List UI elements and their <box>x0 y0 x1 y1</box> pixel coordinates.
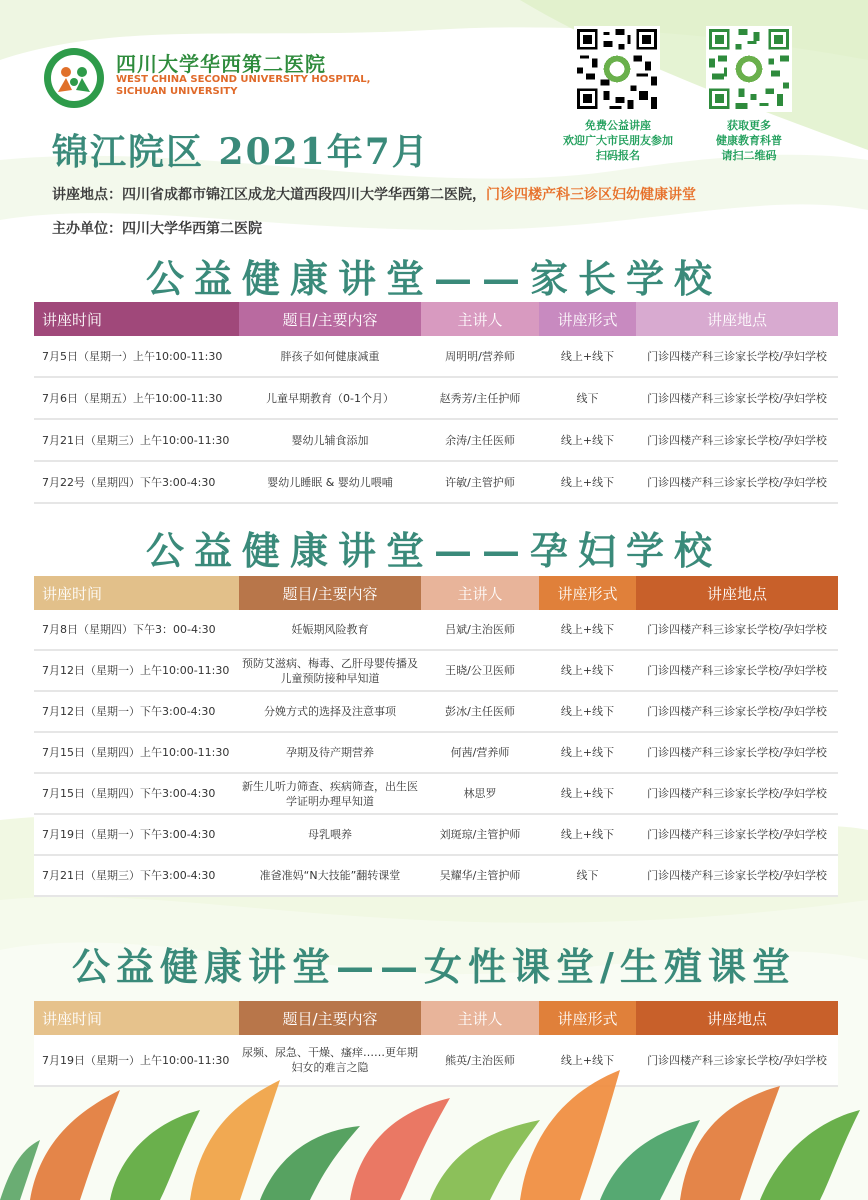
lecture-speaker: 余涛/主任医师 <box>445 433 515 447</box>
qr-signup-caption-line1: 免费公益讲座 <box>585 119 651 132</box>
campus-title: 锦江院区 2021年7月 <box>52 131 430 173</box>
qr-health-caption <box>690 118 808 163</box>
lecture-topic: 妊娠期风险教育 <box>291 623 369 636</box>
lecture-place: 门诊四楼产科三诊家长学校/孕妇学校 <box>647 705 827 718</box>
qr-health-caption-line2: 健康教育科普 <box>716 134 782 147</box>
lecture-place: 门诊四楼产科三诊家长学校/孕妇学校 <box>647 1053 827 1067</box>
table-row <box>34 733 838 774</box>
lecture-format: 线下 <box>576 869 599 882</box>
column-header-lecture-time: 讲座时间 <box>34 1001 239 1035</box>
qr-signup-caption <box>552 118 684 163</box>
lecture-time: 7月22号（星期四）下午3:00-4:30 <box>42 475 216 489</box>
column-header-lecture-format: 讲座形式 <box>539 576 636 610</box>
lecture-speaker: 林思罗 <box>463 787 497 800</box>
lecture-place: 门诊四楼产科三诊家长学校/孕妇学校 <box>647 349 827 363</box>
table-row <box>34 378 838 420</box>
lecture-time: 7月15日（星期四）下午3:00-4:30 <box>42 787 216 800</box>
lecture-format: 线上+线下 <box>560 705 615 718</box>
table-header <box>34 1001 838 1035</box>
lecture-speaker: 吕斌/主治医师 <box>445 623 515 636</box>
section-title-women-class: 公益健康讲堂——女性课堂/生殖课堂 <box>72 944 796 989</box>
lecture-topic: 母乳喂养 <box>308 828 352 841</box>
column-header-lecture-place: 讲座地点 <box>636 302 838 336</box>
lecture-time: 7月21日（星期三）下午3:00-4:30 <box>42 869 216 882</box>
lecture-speaker: 何茜/营养师 <box>450 746 510 759</box>
table-row <box>34 462 838 504</box>
lecture-time: 7月21日（星期三）上午10:00-11:30 <box>42 433 230 447</box>
lecture-place: 门诊四楼产科三诊家长学校/孕妇学校 <box>647 623 827 636</box>
lecture-topic: 准爸准妈“N大技能”翻转课堂 <box>259 869 401 882</box>
lecture-topic: 尿频、尿急、干燥、瘙痒……更年期妇女的难言之隐 <box>242 1046 418 1074</box>
lecture-format: 线上+线下 <box>560 746 615 759</box>
column-header-lecture-place: 讲座地点 <box>636 576 838 610</box>
lecture-topic: 胖孩子如何健康减重 <box>280 349 380 363</box>
table-row <box>34 420 838 462</box>
lecture-place: 门诊四楼产科三诊家长学校/孕妇学校 <box>647 664 827 677</box>
qr-code-health-education-icon[interactable] <box>706 26 792 112</box>
lecture-format: 线上+线下 <box>560 828 615 841</box>
column-header-lecture-topic: 题目/主要内容 <box>239 1001 421 1035</box>
location-info <box>52 184 696 204</box>
lecture-speaker: 彭冰/主任医师 <box>445 705 515 718</box>
column-header-lecture-time: 讲座时间 <box>34 576 239 610</box>
column-header-lecture-topic: 题目/主要内容 <box>239 576 421 610</box>
lecture-time: 7月12日（星期一）上午10:00-11:30 <box>42 664 230 677</box>
lecture-time: 7月12日（星期一）下午3:00-4:30 <box>42 705 216 718</box>
lecture-format: 线上+线下 <box>560 475 615 489</box>
table-header <box>34 576 838 610</box>
lecture-time: 7月19日（星期一）上午10:00-11:30 <box>42 1053 230 1067</box>
table-row <box>34 336 838 378</box>
lecture-speaker: 许敏/主管护师 <box>445 475 515 489</box>
lecture-place: 门诊四楼产科三诊家长学校/孕妇学校 <box>647 869 827 882</box>
lecture-topic: 预防艾滋病、梅毒、乙肝母婴传播及儿童预防接种早知道 <box>242 656 418 685</box>
organizer-label: 主办单位： <box>52 221 122 237</box>
column-header-lecture-format: 讲座形式 <box>539 302 636 336</box>
table-pregnancy-school <box>34 576 838 897</box>
lecture-place: 门诊四楼产科三诊家长学校/孕妇学校 <box>647 828 827 841</box>
table-row <box>34 774 838 815</box>
location-highlight: 门诊四楼产科三诊区妇幼健康讲堂 <box>486 187 696 203</box>
section-title-parent-school: 公益健康讲堂——家长学校 <box>145 256 722 301</box>
lecture-topic: 孕期及待产期营养 <box>286 746 374 759</box>
lecture-format: 线上+线下 <box>560 349 615 363</box>
lecture-place: 门诊四楼产科三诊家长学校/孕妇学校 <box>647 746 827 759</box>
table-row <box>34 815 838 856</box>
qr-health-caption-line1: 获取更多 <box>727 119 771 132</box>
qr-signup-caption-line2: 欢迎广大市民朋友参加 <box>563 134 673 147</box>
lecture-topic: 婴幼儿辅食添加 <box>291 433 369 447</box>
hospital-name-cn: 四川大学华西第二医院 <box>116 52 326 76</box>
lecture-speaker: 王晓/公卫医师 <box>445 664 515 677</box>
lecture-format: 线上+线下 <box>560 623 615 636</box>
lecture-speaker: 刘斑琼/主管护师 <box>439 828 521 841</box>
lecture-time: 7月19日（星期一）下午3:00-4:30 <box>42 828 216 841</box>
column-header-lecture-speaker: 主讲人 <box>421 576 539 610</box>
section-title-pregnancy-school: 公益健康讲堂——孕妇学校 <box>145 528 722 573</box>
table-row <box>34 651 838 692</box>
location-label: 讲座地点： <box>52 187 122 203</box>
table-row <box>34 856 838 897</box>
lecture-speaker: 周明明/营养师 <box>445 349 515 363</box>
lecture-time: 7月6日（星期五）上午10:00-11:30 <box>42 391 223 405</box>
table-header <box>34 302 838 336</box>
lecture-time: 7月5日（星期一）上午10:00-11:30 <box>42 349 223 363</box>
lecture-format: 线下 <box>576 391 599 405</box>
column-header-lecture-speaker: 主讲人 <box>421 1001 539 1035</box>
lecture-place: 门诊四楼产科三诊家长学校/孕妇学校 <box>647 787 827 800</box>
lecture-speaker: 熊英/主治医师 <box>445 1053 515 1067</box>
lecture-topic: 婴幼儿睡眠 & 婴幼儿喂哺 <box>267 475 393 489</box>
qr-health-caption-line3: 请扫二维码 <box>721 149 777 162</box>
column-header-lecture-format: 讲座形式 <box>539 1001 636 1035</box>
hospital-logo-icon <box>42 46 106 110</box>
organizer-info <box>52 218 262 238</box>
lecture-format: 线上+线下 <box>560 664 615 677</box>
leaf-decoration <box>0 1050 868 1200</box>
column-header-lecture-place: 讲座地点 <box>636 1001 838 1035</box>
lecture-place: 门诊四楼产科三诊家长学校/孕妇学校 <box>647 391 827 405</box>
lecture-speaker: 吴耀华/主管护师 <box>439 869 521 882</box>
qr-code-signup-icon[interactable] <box>574 26 660 112</box>
lecture-place: 门诊四楼产科三诊家长学校/孕妇学校 <box>647 433 827 447</box>
table-parent-school <box>34 302 838 504</box>
column-header-lecture-time: 讲座时间 <box>34 302 239 336</box>
location-text: 四川省成都市锦江区成龙大道西段四川大学华西第二医院， <box>122 187 486 203</box>
table-row <box>34 692 838 733</box>
column-header-lecture-topic: 题目/主要内容 <box>239 302 421 336</box>
lecture-topic: 分娩方式的选择及注意事项 <box>264 705 396 718</box>
lecture-time: 7月15日（星期四）上午10:00-11:30 <box>42 746 230 759</box>
column-header-lecture-speaker: 主讲人 <box>421 302 539 336</box>
lecture-topic: 儿童早期教育（0-1个月） <box>266 391 394 405</box>
lecture-format: 线上+线下 <box>560 1053 615 1067</box>
lecture-speaker: 赵秀芳/主任护师 <box>439 391 521 405</box>
hospital-name-en-line2: SICHUAN UNIVERSITY <box>116 86 238 97</box>
lecture-place: 门诊四楼产科三诊家长学校/孕妇学校 <box>647 475 827 489</box>
lecture-format: 线上+线下 <box>560 787 615 800</box>
organizer-text: 四川大学华西第二医院 <box>122 221 262 237</box>
qr-signup-caption-line3: 扫码报名 <box>596 149 640 162</box>
hospital-name-en-line1: WEST CHINA SECOND UNIVERSITY HOSPITAL, <box>116 74 371 85</box>
lecture-format: 线上+线下 <box>560 433 615 447</box>
lecture-time: 7月8日（星期四）下午3：00-4:30 <box>42 623 216 636</box>
table-row <box>34 610 838 651</box>
lecture-topic: 新生儿听力筛查、疾病筛查，出生医学证明办理早知道 <box>242 779 418 808</box>
